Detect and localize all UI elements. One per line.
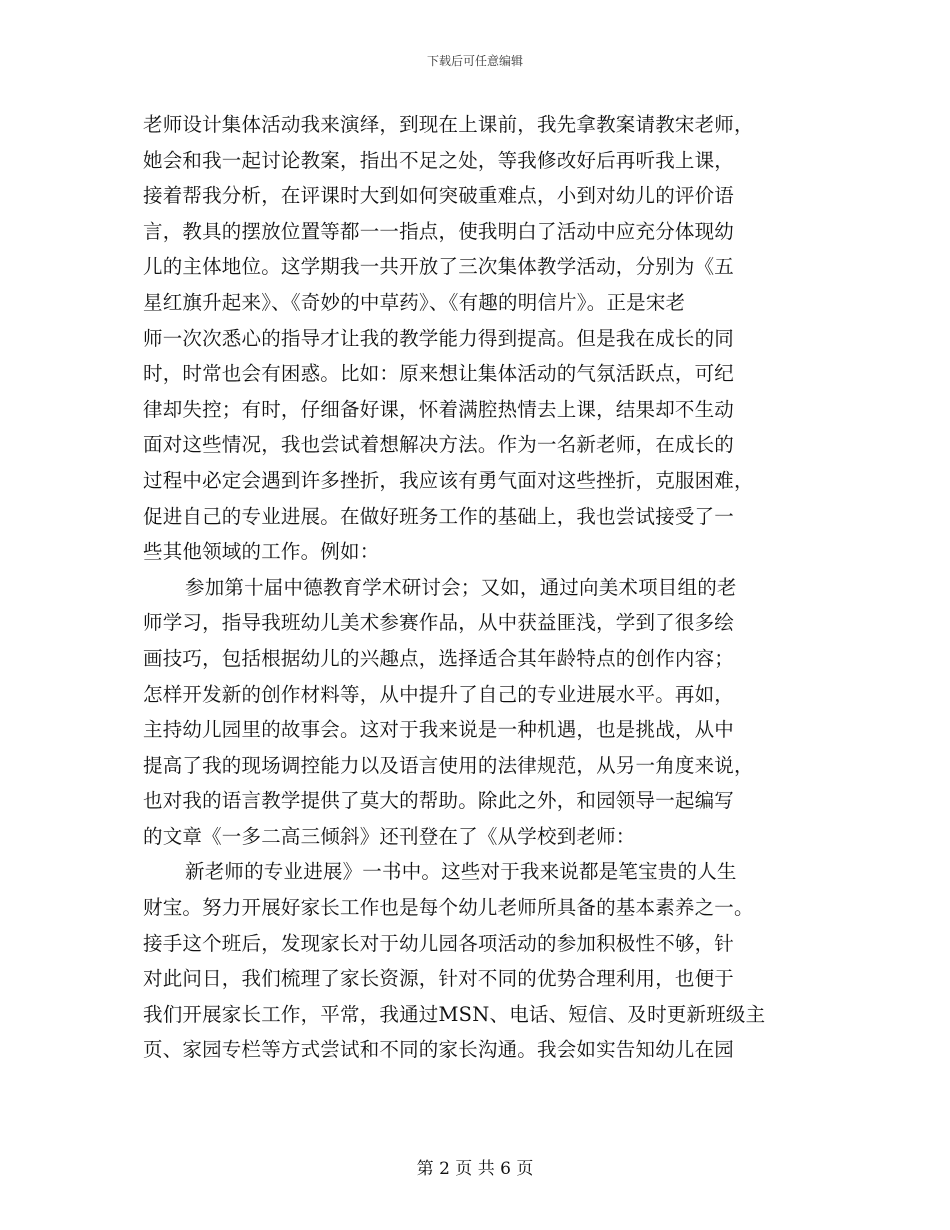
text-line: 的文章《一多二高三倾斜》还刊登在了《从学校到老师：: [143, 824, 636, 848]
document-body: [143, 107, 811, 1068]
text-line: 她会和我一起讨论教案，指出不足之处，等我修改好后再听我上课，: [143, 148, 735, 172]
text-line: 言，教具的摆放位置等都一一指点，使我明白了活动中应充分体现幼: [143, 219, 735, 243]
text-line: 接着帮我分析，在评课时大到如何突破重难点，小到对幼儿的评价语: [143, 184, 735, 208]
text-line: 主持幼儿园里的故事会。这对于我来说是一种机遇，也是挑战，从中: [143, 718, 735, 742]
text-line: 儿的主体地位。这学期我一共开放了三次集体教学活动，分别为《五: [143, 255, 735, 279]
text-line: 财宝。努力开展好家长工作也是每个幼儿老师所具备的基本素养之一。: [143, 896, 754, 920]
text-line: 页、家园专栏等方式尝试和不同的家长沟通。我会如实告知幼儿在园: [143, 1038, 735, 1062]
text-line: 画技巧，包括根据幼儿的兴趣点，选择适合其年龄特点的创作内容；: [143, 646, 735, 670]
text-line: 老师设计集体活动我来演绎，到现在上课前，我先拿教案请教宋老师，: [143, 113, 754, 136]
page-header: 下载后可任意编辑: [426, 54, 523, 68]
text-line: 时，时常也会有困惑。比如：原来想让集体活动的气氛活跃点，可纪: [143, 362, 735, 386]
text-line-indented: 参加第十届中德教育学术研讨会；又如，通过向美术项目组的老: [185, 575, 737, 599]
text-line-indented: 新老师的专业进展》一书中。这些对于我来说都是笔宝贵的人生: [185, 860, 737, 884]
text-line: 过程中必定会遇到许多挫折，我应该有勇气面对这些挫折，克服困难，: [143, 468, 754, 492]
text-line: 师学习，指导我班幼儿美术参赛作品，从中获益匪浅，学到了很多绘: [143, 611, 735, 635]
text-line: 我们开展家长工作，平常，我通过MSN、电话、短信、及时更新班级主: [143, 1002, 766, 1026]
text-line: 提高了我的现场调控能力以及语言使用的法律规范，从另一角度来说，: [143, 753, 754, 777]
text-line: 对此问日，我们梳理了家长资源，针对不同的优势合理利用，也便于: [143, 967, 735, 991]
text-line: 星红旗升起来》、《奇妙的中草药》、《有趣的明信片》。正是宋老: [143, 290, 686, 314]
text-line: 面对这些情况，我也尝试着想解决方法。作为一名新老师，在成长的: [143, 433, 735, 457]
page-number-footer: 第 2 页 共 6 页: [416, 1159, 534, 1179]
text-line: 也对我的语言教学提供了莫大的帮助。除此之外，和园领导一起编写: [143, 789, 735, 813]
text-line: 律却失控；有时，仔细备好课，怀着满腔热情去上课，结果却不生动: [143, 397, 735, 421]
text-line: 怎样开发新的创作材料等，从中提升了自己的专业进展水平。再如，: [143, 682, 735, 706]
text-line: 些其他领域的工作。例如：: [143, 540, 380, 564]
text-line: 促进自己的专业进展。在做好班务工作的基础上，我也尝试接受了一: [143, 504, 735, 528]
text-line: 接手这个班后，发现家长对于幼儿园各项活动的参加积极性不够，针: [143, 931, 735, 955]
text-line: 师一次次悉心的指导才让我的教学能力得到提高。但是我在成长的同: [143, 326, 735, 350]
